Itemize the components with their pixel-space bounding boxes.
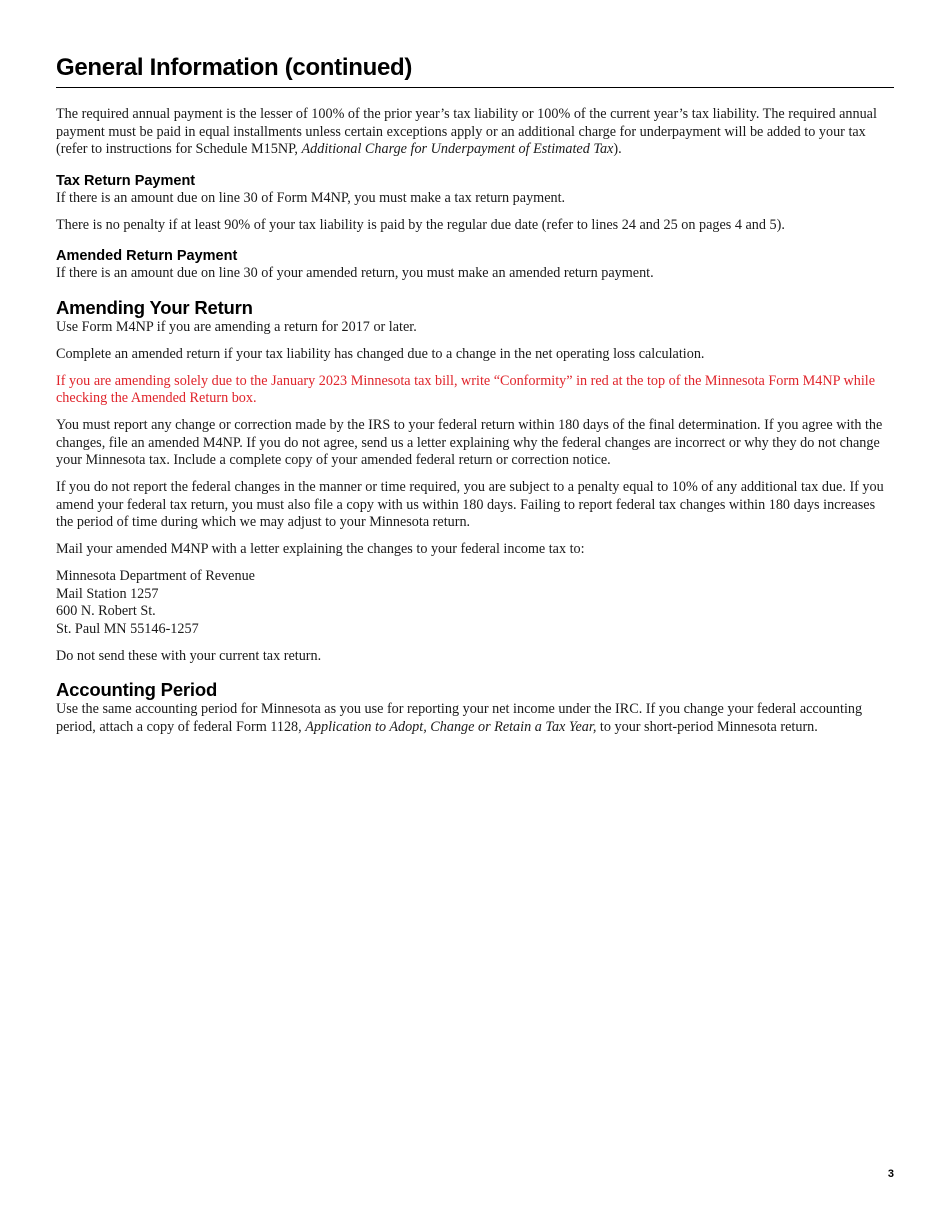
amending-p7: Do not send these with your current tax return. [56,647,322,664]
address-line-2: Mail Station 1257 [56,585,159,602]
heading-tax-return-payment: Tax Return Payment [56,172,196,189]
page-number: 3 [887,1168,894,1180]
amended-return-payment-p1: If there is an amount due on line 30 of your amended return, you must make an amended return payment. [56,265,654,281]
accounting-period-text-end: to your short-period Minnesota return. [596,718,818,735]
heading-amending-your-return: Amending Your Return [56,296,253,318]
amending-p5: If you do not report the federal changes in the manner or time required, you are subject to a penalty equal to 10% of any additional tax due. If you amend your federal tax return, you must also file a copy with us within 180 days. Failing to report federal tax changes within 180 days increases the period of time during which we may adjust to your Minnesota return. [56,479,884,530]
intro-text: The required annual payment is the lesser of 100% of the prior year’s tax liability or 100% of the current year’s tax liability. The required annual payment must be paid in equal installments unless certain exceptions apply or an additional charge for underpayment will be added to your tax (refer to instructions for Schedule M15NP, [56,106,877,157]
mailing-address [56,568,894,638]
intro-paragraph [56,106,894,159]
amending-p6: Mail your amended M4NP with a letter explaining the changes to your federal income tax to: [56,541,585,557]
amending-conformity-note: If you are amending solely due to the January 2023 Minnesota tax bill, write “Conformity” in red at the top of the Minnesota Form M4NP while checking the Amended Return box. [56,372,876,406]
address-line-1: Minnesota Department of Revenue [56,568,255,584]
accounting-period-italic-title: Application to Adopt, Change or Retain a Tax Year, [305,718,597,735]
tax-return-payment-p2: There is no penalty if at least 90% of your tax liability is paid by the regular due date (refer to lines 24 and 25 on pages 4 and 5). [56,216,785,233]
accounting-period-paragraph [56,701,894,736]
heading-accounting-period: Accounting Period [56,679,218,700]
address-line-4: St. Paul MN 55146-1257 [56,620,199,637]
amending-p2: Complete an amended return if your tax liability has changed due to a change in the net operating loss calculation. [56,345,705,362]
accounting-period-text: Use the same accounting period for Minnesota as you use for reporting your net income under the IRC. If you change your federal accounting period, attach a copy of federal Form 1128, [56,701,863,735]
document-page [56,52,894,746]
intro-text-end: ). [613,141,622,157]
tax-return-payment-p1: If there is an amount due on line 30 of Form M4NP, you must make a tax return payment. [56,189,566,206]
amending-p4: You must report any change or correction made by the IRS to your federal return within 180 days of the final determination. If you agree with the changes, file an amended M4NP. If you do not agree, send us a letter explaining why the federal changes are incorrect or why they do not change your Minnesota tax. Include a complete copy of your amended federal return or correction notice. [56,417,883,468]
page-title: General Information (continued) [56,52,894,88]
address-line-3: 600 N. Robert St. [56,603,156,619]
amending-p1: Use Form M4NP if you are amending a return for 2017 or later. [56,318,417,335]
heading-amended-return-payment: Amended Return Payment [56,248,238,264]
intro-italic-title: Additional Charge for Underpayment of Estimated Tax [301,141,614,157]
